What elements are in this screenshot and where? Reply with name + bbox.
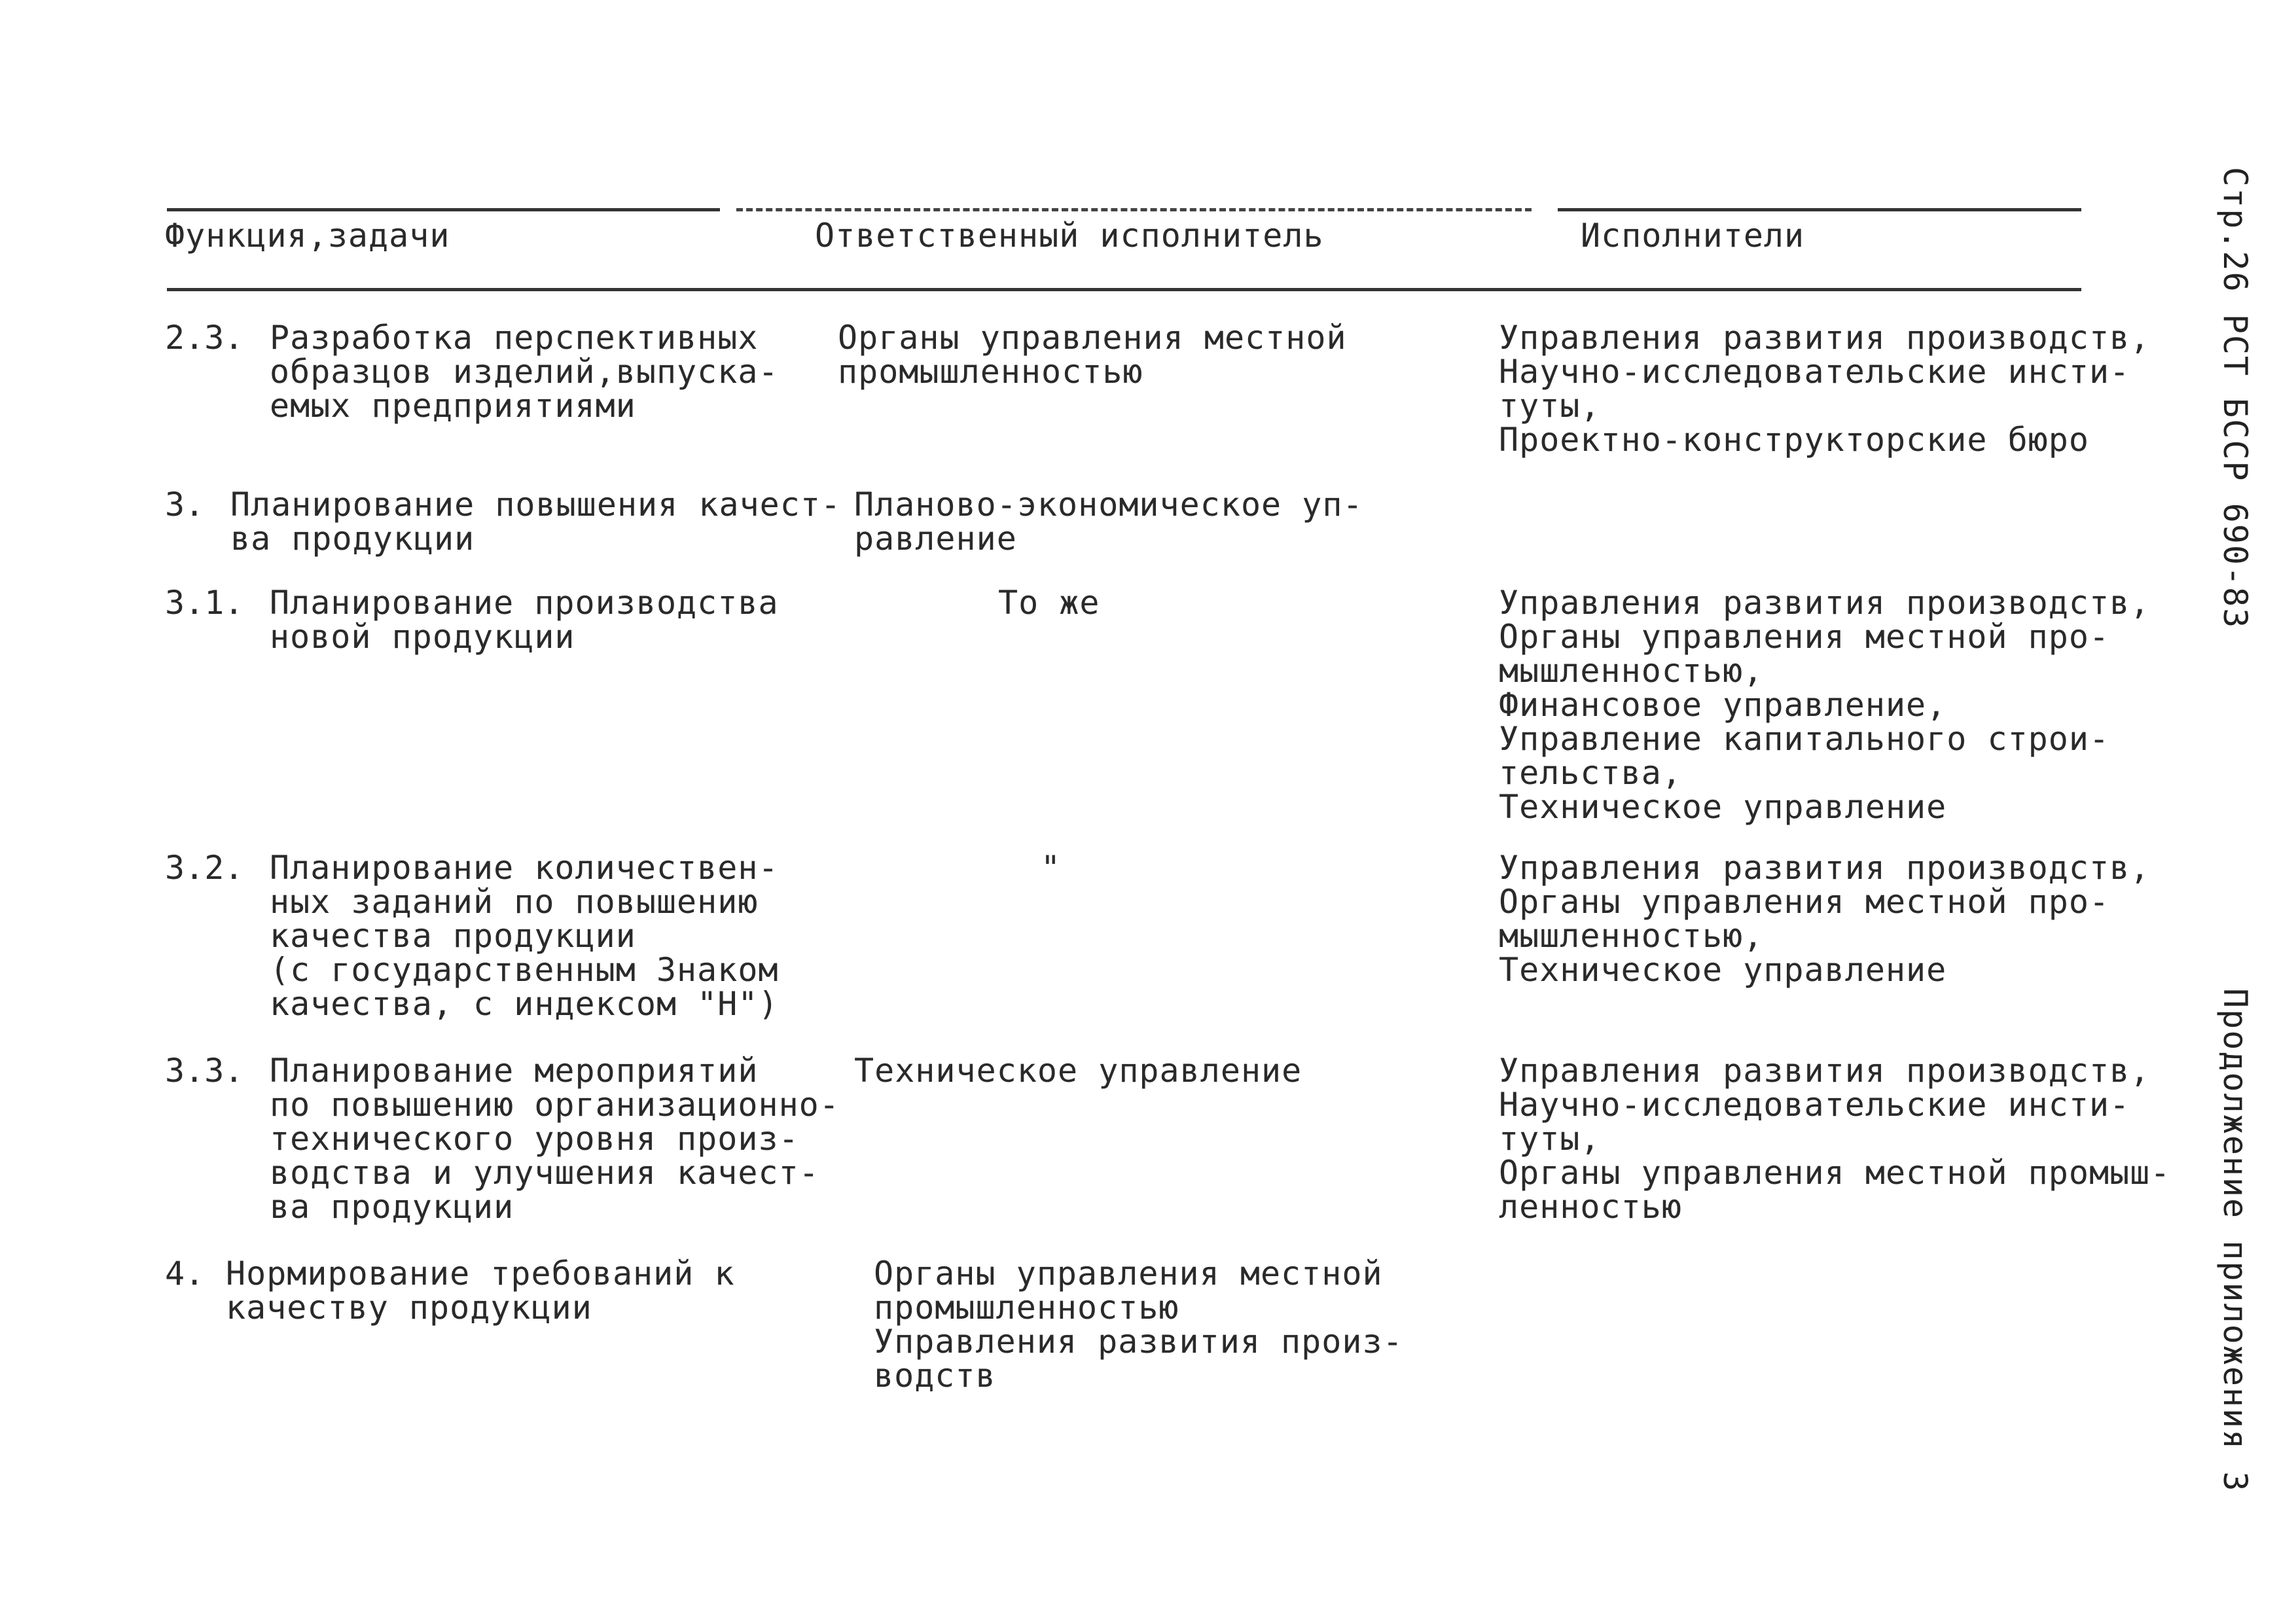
top-rule-middle <box>736 208 1532 211</box>
row-responsible: Органы управления местной промышленностью Управления развития произ- водств <box>874 1255 1403 1395</box>
row-executors: Управления развития производств, Органы управления местной про- мышленностью, Финансовое управление, Управление капитального строи- тельства, Техническое управление <box>1499 584 2151 826</box>
header-bottom-rule <box>167 288 2081 291</box>
row-responsible: Органы управления местной промышленностью <box>838 319 1347 391</box>
header-function: Функция,задачи <box>165 217 450 255</box>
row-number: 2.3. <box>165 319 244 357</box>
row-executors: Управления развития производств, Научно-исследовательские инсти- туты, Проектно-конструкторские бюро <box>1499 319 2151 459</box>
top-rule-left <box>167 208 720 211</box>
row-function: Нормирование требований к качеству продукции <box>226 1255 735 1327</box>
row-executors: Управления развития производств, Научно-исследовательские инсти- туты, Органы управления местной промыш- ленностью <box>1499 1052 2171 1226</box>
side-appendix-note: Продолжение приложения 3 <box>2216 988 2254 1493</box>
row-number: 3.3. <box>165 1052 244 1090</box>
top-rule-right <box>1558 208 2081 211</box>
row-responsible: То же <box>998 584 1100 622</box>
row-number: 3. <box>165 486 205 524</box>
side-doc-reference: Стр.26 РСТ БССР 690-83 <box>2216 167 2254 630</box>
row-function: Планирование производства новой продукции <box>270 584 779 656</box>
row-number: 4. <box>165 1255 205 1293</box>
row-number: 3.1. <box>165 584 244 622</box>
row-function: Разработка перспективных образцов изделий,выпуска- емых предприятиями <box>270 319 779 425</box>
row-function: Планирование количествен- ных заданий по повышению качества продукции (с государственным Знаком качества, с индексом "Н") <box>270 849 779 1023</box>
row-responsible: Техническое управление <box>854 1052 1302 1090</box>
row-number: 3.2. <box>165 849 244 887</box>
row-responsible: " <box>1041 849 1062 887</box>
row-responsible: Планово-экономическое уп- равление <box>854 486 1363 558</box>
row-executors: Управления развития производств, Органы управления местной про- мышленностью, Техническое управление <box>1499 849 2151 989</box>
header-executors: Исполнители <box>1581 217 1805 255</box>
header-responsible: Ответственный исполнитель <box>815 217 1324 255</box>
row-function: Планирование повышения качест- ва продукции <box>230 486 842 558</box>
row-function: Планирование мероприятий по повышению организационно- технического уровня произ- водства и улучшения качест- ва продукции <box>270 1052 840 1226</box>
